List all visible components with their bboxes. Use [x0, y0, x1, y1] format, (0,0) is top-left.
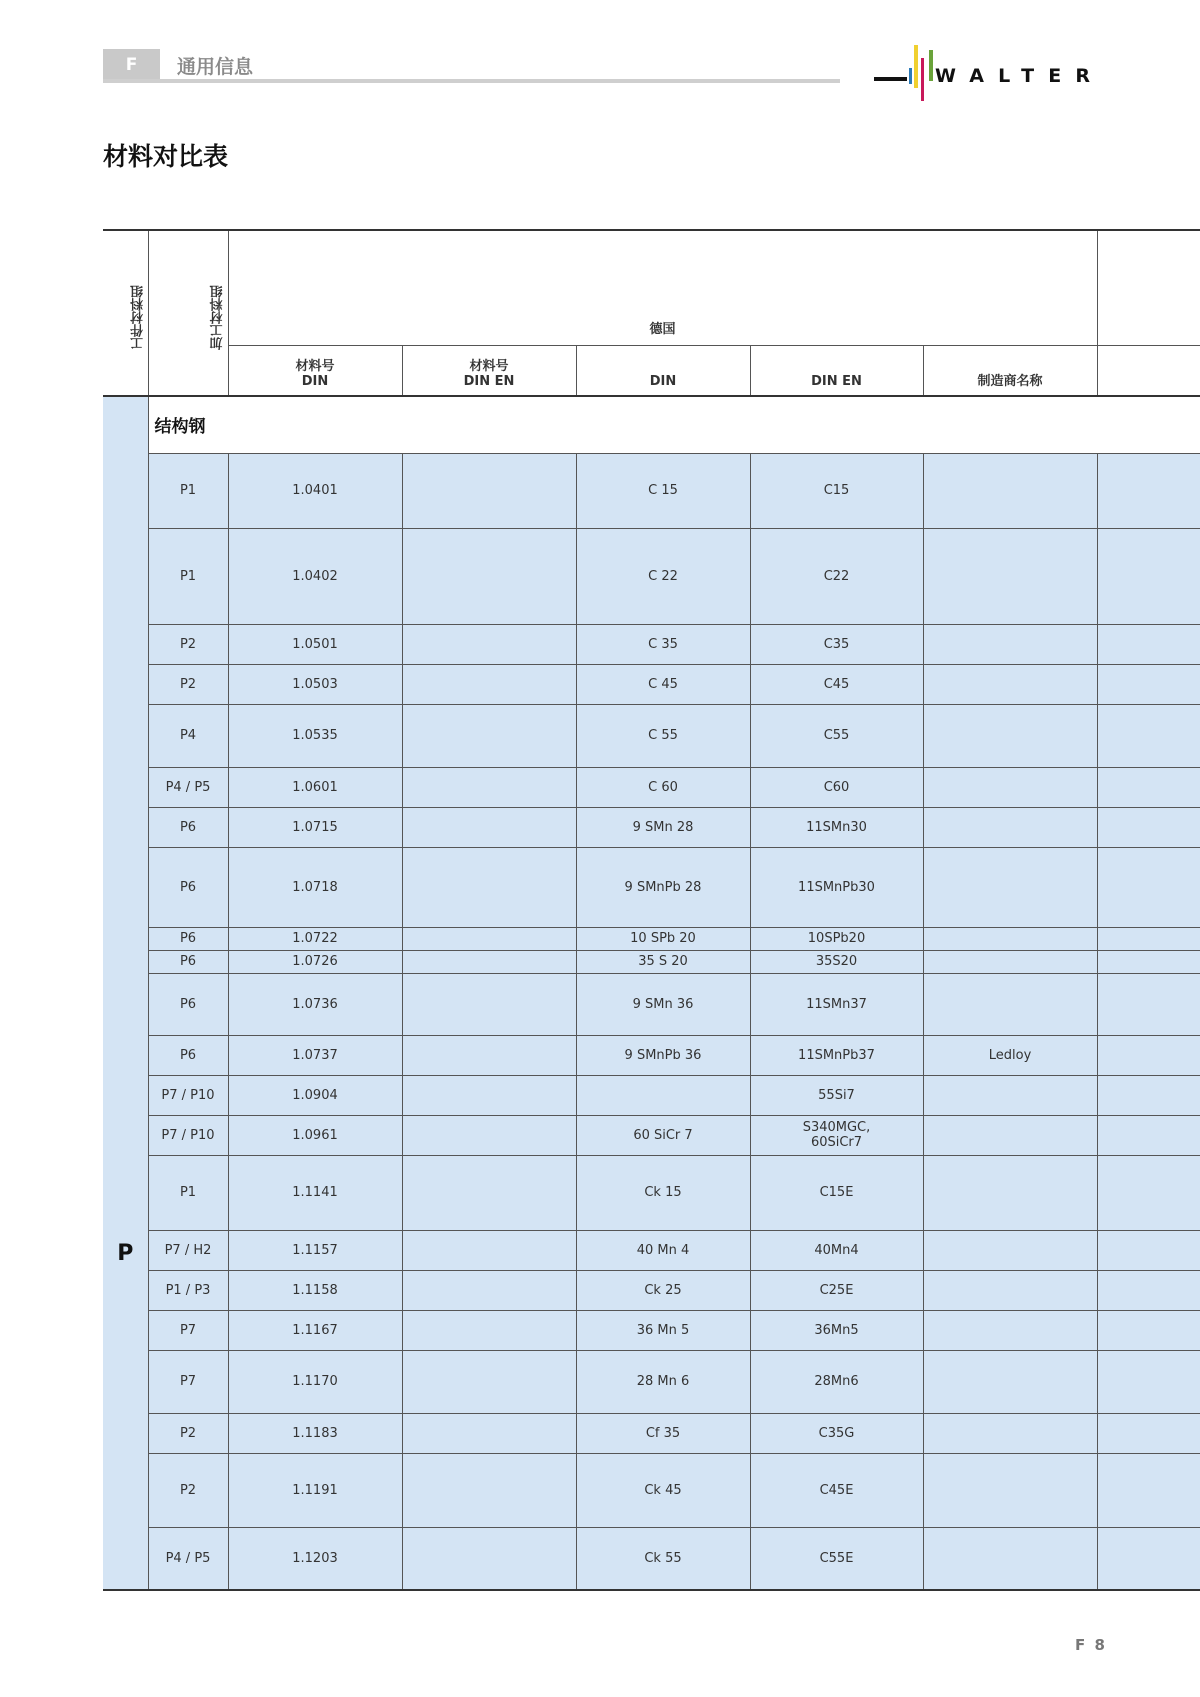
cell-din: C 55 — [576, 704, 750, 767]
cell-din: Ck 25 — [576, 1270, 750, 1310]
cell-next — [1097, 1035, 1200, 1075]
cell-din-en: C15 — [750, 453, 923, 528]
cell-din-no: 1.0715 — [228, 807, 402, 847]
section-name: 结构钢 — [148, 396, 1200, 453]
cell-din-no: 1.0736 — [228, 973, 402, 1035]
cell-next — [1097, 807, 1200, 847]
cell-din: Ck 45 — [576, 1453, 750, 1527]
cell-din-no: 1.1203 — [228, 1527, 402, 1590]
cell-next — [1097, 847, 1200, 927]
col-din-en: DIN EN — [750, 345, 923, 396]
cell-next — [1097, 927, 1200, 950]
cell-din-en: 10SPb20 — [750, 927, 923, 950]
cell-next — [1097, 1527, 1200, 1590]
cell-group: P1 — [148, 453, 228, 528]
cell-din-en: 55Si7 — [750, 1075, 923, 1115]
cell-din-no: 1.0401 — [228, 453, 402, 528]
cell-maker — [923, 1527, 1097, 1590]
cell-next — [1097, 704, 1200, 767]
machining-group-header: 加工材料组 — [148, 230, 228, 396]
cell-group: P7 — [148, 1350, 228, 1413]
workpiece-group-header: 工件材料组 — [103, 230, 148, 396]
cell-din: C 22 — [576, 528, 750, 624]
cell-din-en-no — [402, 847, 576, 927]
cell-din: Ck 55 — [576, 1527, 750, 1590]
cell-din-no: 1.0503 — [228, 664, 402, 704]
cell-din-en-no — [402, 767, 576, 807]
cell-maker — [923, 1075, 1097, 1115]
cell-din-en-no — [402, 973, 576, 1035]
cell-din-no: 1.0726 — [228, 950, 402, 973]
col-maker: 制造商名称 — [923, 345, 1097, 396]
cell-next — [1097, 1453, 1200, 1527]
cell-din: 9 SMn 28 — [576, 807, 750, 847]
cell-din-no: 1.1170 — [228, 1350, 402, 1413]
cell-next — [1097, 624, 1200, 664]
cell-group: P6 — [148, 973, 228, 1035]
cell-din-en-no — [402, 624, 576, 664]
cell-next — [1097, 1075, 1200, 1115]
walter-logo — [872, 44, 1100, 104]
cell-din-en: C55E — [750, 1527, 923, 1590]
cell-din-en-no — [402, 1155, 576, 1230]
cell-din: C 15 — [576, 453, 750, 528]
cell-din-en: C55 — [750, 704, 923, 767]
table-row — [103, 847, 1200, 927]
cell-group: P7 / P10 — [148, 1075, 228, 1115]
table-row — [103, 950, 1200, 973]
cell-din-en-no — [402, 1230, 576, 1270]
table-row — [103, 528, 1200, 624]
cell-group: P6 — [148, 950, 228, 973]
table-row — [103, 664, 1200, 704]
cell-din-no: 1.1141 — [228, 1155, 402, 1230]
cell-din-en: C35 — [750, 624, 923, 664]
cell-din: Cf 35 — [576, 1413, 750, 1453]
cell-din-en-no — [402, 1035, 576, 1075]
cell-maker — [923, 1155, 1097, 1230]
cell-group: P7 — [148, 1310, 228, 1350]
table-row — [103, 1453, 1200, 1527]
table-row — [103, 1527, 1200, 1590]
next-country-header — [1097, 230, 1200, 345]
cell-din-en-no — [402, 807, 576, 847]
header-divider — [103, 79, 840, 83]
cell-din-en: C25E — [750, 1270, 923, 1310]
cell-group: P4 — [148, 704, 228, 767]
cell-din-en-no — [402, 528, 576, 624]
table-row — [103, 1035, 1200, 1075]
cell-din-no: 1.1157 — [228, 1230, 402, 1270]
cell-next — [1097, 528, 1200, 624]
cell-din: C 60 — [576, 767, 750, 807]
cell-next — [1097, 1230, 1200, 1270]
cell-din: C 35 — [576, 624, 750, 664]
cell-din-en: C15E — [750, 1155, 923, 1230]
cell-maker: Ledloy — [923, 1035, 1097, 1075]
cell-din-en: 28Mn6 — [750, 1350, 923, 1413]
table-row — [103, 624, 1200, 664]
cell-din: 28 Mn 6 — [576, 1350, 750, 1413]
cell-din-no: 1.1183 — [228, 1413, 402, 1453]
cell-din-en-no — [402, 453, 576, 528]
cell-next — [1097, 950, 1200, 973]
cell-maker — [923, 927, 1097, 950]
cell-din-en: 11SMnPb30 — [750, 847, 923, 927]
col-next — [1097, 345, 1200, 396]
cell-group: P1 / P3 — [148, 1270, 228, 1310]
cell-din: 9 SMnPb 28 — [576, 847, 750, 927]
cell-maker — [923, 704, 1097, 767]
table-row — [103, 704, 1200, 767]
col-din-no: 材料号 DIN — [228, 345, 402, 396]
table-row — [103, 1310, 1200, 1350]
cell-din-en: 11SMn37 — [750, 973, 923, 1035]
cell-din-en: 36Mn5 — [750, 1310, 923, 1350]
cell-next — [1097, 973, 1200, 1035]
cell-maker — [923, 624, 1097, 664]
cell-din-en-no — [402, 1453, 576, 1527]
cell-group: P6 — [148, 807, 228, 847]
cell-din-no: 1.1191 — [228, 1453, 402, 1527]
cell-din: 9 SMnPb 36 — [576, 1035, 750, 1075]
cell-din-no: 1.0501 — [228, 624, 402, 664]
cell-maker — [923, 973, 1097, 1035]
cell-din-no: 1.1158 — [228, 1270, 402, 1310]
cell-group: P1 — [148, 528, 228, 624]
cell-din-no: 1.0535 — [228, 704, 402, 767]
country-header: 德国 — [228, 230, 1097, 345]
cell-group: P2 — [148, 1413, 228, 1453]
cell-din-en-no — [402, 1075, 576, 1115]
cell-group: P1 — [148, 1155, 228, 1230]
cell-maker — [923, 528, 1097, 624]
svg-text:WALTER: WALTER — [935, 65, 1095, 87]
cell-din: 10 SPb 20 — [576, 927, 750, 950]
cell-group: P2 — [148, 664, 228, 704]
cell-next — [1097, 1310, 1200, 1350]
cell-din-en: C60 — [750, 767, 923, 807]
cell-din-no: 1.1167 — [228, 1310, 402, 1350]
cell-group: P2 — [148, 1453, 228, 1527]
table-row — [103, 1155, 1200, 1230]
page-title: 材料对比表 — [103, 142, 229, 171]
table-row — [103, 767, 1200, 807]
cell-din — [576, 1075, 750, 1115]
cell-maker — [923, 1413, 1097, 1453]
cell-maker — [923, 1310, 1097, 1350]
cell-din-en-no — [402, 1527, 576, 1590]
cell-din-en: C22 — [750, 528, 923, 624]
cell-din-en: C35G — [750, 1413, 923, 1453]
col-din: DIN — [576, 345, 750, 396]
cell-next — [1097, 1115, 1200, 1155]
material-comparison-table — [103, 229, 1200, 1591]
cell-din-en-no — [402, 1350, 576, 1413]
cell-din-en-no — [402, 1115, 576, 1155]
cell-din-en: C45 — [750, 664, 923, 704]
cell-din-en: 11SMnPb37 — [750, 1035, 923, 1075]
cell-din: 40 Mn 4 — [576, 1230, 750, 1270]
page-number: F 8 — [1075, 1636, 1107, 1654]
cell-din: 35 S 20 — [576, 950, 750, 973]
table-row — [103, 807, 1200, 847]
cell-din-no: 1.0402 — [228, 528, 402, 624]
cell-din-en-no — [402, 704, 576, 767]
cell-din-no: 1.0601 — [228, 767, 402, 807]
cell-group: P7 / P10 — [148, 1115, 228, 1155]
cell-next — [1097, 767, 1200, 807]
cell-group: P6 — [148, 847, 228, 927]
cell-group: P7 / H2 — [148, 1230, 228, 1270]
table-row — [103, 1075, 1200, 1115]
cell-group: P2 — [148, 624, 228, 664]
cell-maker — [923, 767, 1097, 807]
cell-din: 60 SiCr 7 — [576, 1115, 750, 1155]
cell-din-no: 1.0722 — [228, 927, 402, 950]
cell-din-en: C45E — [750, 1453, 923, 1527]
cell-group: P4 / P5 — [148, 1527, 228, 1590]
cell-din-en-no — [402, 1310, 576, 1350]
cell-maker — [923, 664, 1097, 704]
group-letter-cell: P — [103, 396, 148, 1590]
cell-next — [1097, 453, 1200, 528]
cell-din-no: 1.0904 — [228, 1075, 402, 1115]
table-row — [103, 1230, 1200, 1270]
cell-next — [1097, 1413, 1200, 1453]
cell-maker — [923, 950, 1097, 973]
section-title: 通用信息 — [177, 56, 254, 78]
col-din-en-no: 材料号 DIN EN — [402, 345, 576, 396]
table-row — [103, 1413, 1200, 1453]
cell-din-no: 1.0961 — [228, 1115, 402, 1155]
cell-maker — [923, 1453, 1097, 1527]
cell-next — [1097, 1155, 1200, 1230]
cell-next — [1097, 1350, 1200, 1413]
cell-din-en-no — [402, 1413, 576, 1453]
cell-din: C 45 — [576, 664, 750, 704]
cell-din-en-no — [402, 927, 576, 950]
cell-din-en-no — [402, 950, 576, 973]
cell-maker — [923, 1230, 1097, 1270]
cell-group: P6 — [148, 927, 228, 950]
cell-din-en: S340MGC, 60SiCr7 — [750, 1115, 923, 1155]
cell-din-en: 35S20 — [750, 950, 923, 973]
cell-din-en: 11SMn30 — [750, 807, 923, 847]
cell-din-en-no — [402, 1270, 576, 1310]
cell-maker — [923, 847, 1097, 927]
cell-din-no: 1.0718 — [228, 847, 402, 927]
cell-group: P4 / P5 — [148, 767, 228, 807]
table-row — [103, 927, 1200, 950]
cell-din-no: 1.0737 — [228, 1035, 402, 1075]
table-row — [103, 1115, 1200, 1155]
cell-din: 9 SMn 36 — [576, 973, 750, 1035]
cell-din: Ck 15 — [576, 1155, 750, 1230]
cell-maker — [923, 1115, 1097, 1155]
table-row — [103, 973, 1200, 1035]
table-row — [103, 453, 1200, 528]
cell-din: 36 Mn 5 — [576, 1310, 750, 1350]
cell-group: P6 — [148, 1035, 228, 1075]
cell-din-en: 40Mn4 — [750, 1230, 923, 1270]
cell-next — [1097, 664, 1200, 704]
cell-maker — [923, 1270, 1097, 1310]
cell-din-en-no — [402, 664, 576, 704]
cell-maker — [923, 807, 1097, 847]
cell-maker — [923, 453, 1097, 528]
table-row — [103, 1270, 1200, 1310]
section-letter-box: F — [103, 49, 160, 81]
cell-maker — [923, 1350, 1097, 1413]
cell-next — [1097, 1270, 1200, 1310]
table-row — [103, 1350, 1200, 1413]
